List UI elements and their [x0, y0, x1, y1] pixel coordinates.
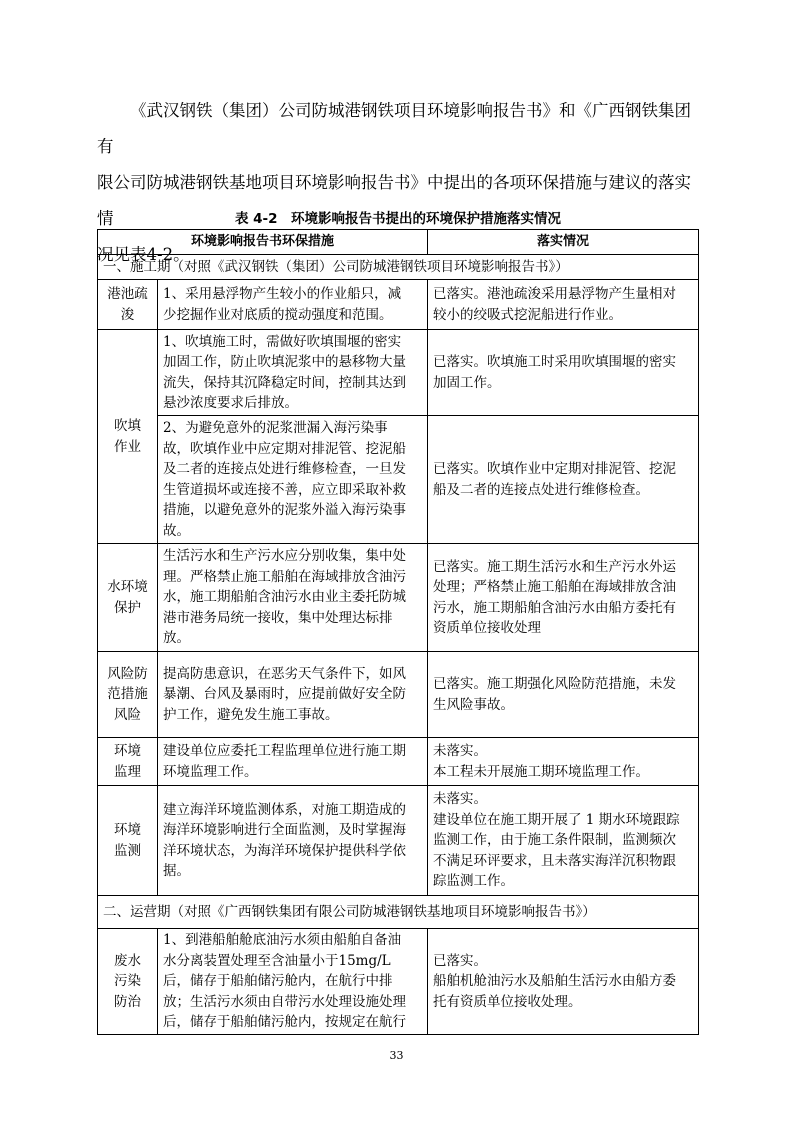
measure-cell: [158, 544, 428, 652]
status-cell: [428, 544, 699, 652]
measure-line: 提高防患意识，在恶劣天气条件下，如风: [163, 665, 406, 682]
status-line: 已落实。吹填作业中定期对排泥管、挖泥: [433, 461, 677, 477]
status-cell: [428, 280, 699, 330]
measure-cell: [158, 738, 428, 786]
header-status: 落实情况: [428, 230, 699, 255]
table-row: [98, 330, 699, 416]
status-line: 建设单位在施工期开展了 1 期水环境跟踪: [433, 811, 680, 828]
measure-line: 水分离装置处理至含油量小于15mg/L: [163, 952, 391, 969]
measure-line: 少挖掘作业对底质的搅动强度和范围。: [163, 306, 393, 323]
measure-line: 2、为避免意外的泥浆泄漏入海污染事: [163, 420, 388, 436]
measure-cell: [158, 652, 428, 738]
measure-line: 故。: [163, 522, 190, 539]
intro-line: 况见表4-2。: [97, 245, 190, 264]
measure-line: 理。严格禁止施工船舶在海域排放含油污: [163, 568, 406, 585]
measure-line: 措施，以避免意外的泥浆外溢入海污染事: [163, 502, 406, 518]
category-cell: [98, 738, 158, 786]
category-line: 防治: [114, 993, 141, 1010]
measure-line: 及二者的连接点处进行维修检查，一旦发: [163, 461, 406, 477]
status-line: 较小的绞吸式挖泥船进行作业。: [433, 306, 623, 323]
status-line: 加固工作。: [433, 374, 501, 391]
status-line: 船及二者的连接点处进行维修检查。: [433, 481, 650, 498]
category-line: 环境: [114, 822, 141, 838]
measure-line: 生活污水和生产污水应分别收集，集中处: [163, 548, 406, 565]
category-line: 范措施: [107, 686, 148, 703]
measure-cell: [158, 280, 428, 330]
status-line: 未落实。: [433, 791, 488, 808]
table-header-row: [98, 230, 699, 255]
measure-line: 放；生活污水须由自带污水处理设施处理: [163, 993, 406, 1010]
measure-line: 水，施工期船舶含油污水由业主委托防城: [163, 589, 406, 606]
status-line: 已落实。吹填施工时采用吹填围堰的密实: [433, 354, 677, 370]
measure-cell: [158, 786, 428, 896]
measure-cell: [158, 929, 428, 1035]
category-line: 风险: [114, 706, 141, 723]
table-row: [98, 652, 699, 738]
section-row: [98, 255, 699, 280]
measure-line: 据。: [163, 863, 190, 879]
status-line: 未落实。: [433, 743, 488, 759]
status-line: 踪监测工作。: [433, 873, 515, 890]
measure-line: 建设单位应委托工程监理单位进行施工期: [163, 743, 406, 759]
category-cell: [98, 786, 158, 896]
status-cell: [428, 330, 699, 416]
table-row: [98, 929, 699, 1035]
table-row: [98, 544, 699, 652]
measure-line: 故，吹填作业中应定期对排泥管、挖泥船: [163, 440, 406, 457]
measure-line: 1、吹填施工时，需做好吹填围堰的密实: [163, 333, 402, 350]
status-line: 生风险事故。: [433, 696, 515, 713]
status-line: 本工程未开展施工期环境监理工作。: [433, 763, 650, 780]
status-line: 已落实。施工期生活污水和生产污水外运: [433, 558, 677, 575]
status-cell: [428, 416, 699, 544]
measure-cell: [158, 330, 428, 416]
section-row: [98, 896, 699, 929]
status-line: 已落实。港池疏浚采用悬浮物产生量相对: [433, 286, 677, 302]
measure-line: 海洋环境影响进行全面监测，及时掌握海: [163, 822, 406, 838]
table-caption: 表 4-2 环境影响报告书提出的环境保护措施落实情况: [234, 211, 562, 227]
measure-line: 建立海洋环境监测体系，对施工期造成的: [163, 801, 406, 818]
intro-line: 限公司防城港钢铁基地项目环境影响报告书》中提出的各项环保措施与建议的落实情: [97, 173, 691, 228]
measure-line: 悬沙浓度要求后排放。: [163, 395, 298, 411]
status-cell: [428, 786, 699, 896]
table-row: [98, 280, 699, 330]
measure-cell: [158, 416, 428, 544]
measures-table: [97, 229, 699, 1035]
status-line: 不满足环评要求，且未落实海洋沉积物跟: [433, 852, 677, 869]
section-operation: 二、运营期（对照《广西钢铁集团有限公司防城港钢铁基地项目环境影响报告书》）: [98, 896, 699, 929]
measure-line: 暴潮、台风及暴雨时，应提前做好安全防: [163, 686, 406, 703]
category-cell: [98, 652, 158, 738]
status-cell: [428, 929, 699, 1035]
category-line: 作业: [114, 438, 141, 455]
status-cell: [428, 652, 699, 738]
category-line: 监理: [114, 763, 141, 780]
status-line: 监测工作，由于施工条件限制，监测频次: [433, 832, 677, 849]
category-cell: [98, 544, 158, 652]
category-cell: [98, 280, 158, 330]
measure-line: 1、到港船舶舱底油污水须由船舶自备油: [163, 932, 402, 949]
measure-line: 护工作，避免发生施工事故。: [163, 706, 339, 723]
measure-line: 后，储存于船舶储污舱内，在航行中排: [163, 973, 393, 990]
intro-line: 《武汉钢铁（集团）公司防城港钢铁项目环境影响报告书》和《广西钢铁集团有: [97, 101, 691, 156]
category-cell: [98, 330, 158, 544]
status-cell: [428, 738, 699, 786]
table-row: [98, 738, 699, 786]
category-line: 吹填: [114, 418, 141, 434]
category-line: 水环境: [107, 579, 148, 595]
category-line: 污染: [114, 973, 141, 990]
category-line: 环境: [114, 743, 141, 759]
status-line: 污水，施工期船舶含油污水由船方委托有: [433, 599, 677, 616]
status-line: 托有资质单位接收处理。: [433, 993, 582, 1010]
table-row: [98, 786, 699, 896]
table-row: [98, 416, 699, 544]
measure-line: 环境监理工作。: [163, 763, 258, 780]
status-line: 资质单位接收处理: [433, 620, 542, 636]
measure-line: 放。: [163, 630, 190, 647]
status-line: 处理；严格禁止施工船舶在海域排放含油: [433, 579, 677, 595]
category-line: 监测: [114, 842, 141, 859]
measure-line: 流失，保持其沉降稳定时间，控制其达到: [163, 374, 406, 391]
status-line: 船舶机舱油污水及船舶生活污水由船方委: [433, 973, 677, 990]
category-line: 浚: [120, 306, 135, 323]
measure-line: 后，储存于船舶储污舱内，按规定在航行: [163, 1014, 406, 1031]
page-number: 33: [389, 1049, 404, 1062]
category-cell: [98, 929, 158, 1035]
status-line: 已落实。施工期强化风险防范措施，未发: [433, 676, 677, 692]
measure-line: 洋环境状态，为海洋环境保护提供科学依: [163, 842, 406, 859]
category-line: 保护: [114, 599, 141, 616]
section-construction: 一、施工期（对照《武汉钢铁（集团）公司防城港钢铁项目环境影响报告书》）: [98, 255, 699, 280]
measure-line: 生管道损坏或连接不善，应立即采取补救: [163, 481, 406, 498]
measure-line: 港市港务局统一接收，集中处理达标排: [163, 609, 393, 626]
status-line: 已落实。: [433, 952, 488, 969]
header-measures: 环境影响报告书环保措施: [98, 230, 428, 255]
category-line: 港池疏: [107, 286, 148, 302]
category-line: 风险防: [107, 665, 148, 682]
category-line: 废水: [114, 952, 141, 969]
measure-line: 1、采用悬浮物产生较小的作业船只，减: [163, 286, 402, 302]
measure-line: 加固工作，防止吹填泥浆中的悬移物大量: [163, 354, 406, 370]
